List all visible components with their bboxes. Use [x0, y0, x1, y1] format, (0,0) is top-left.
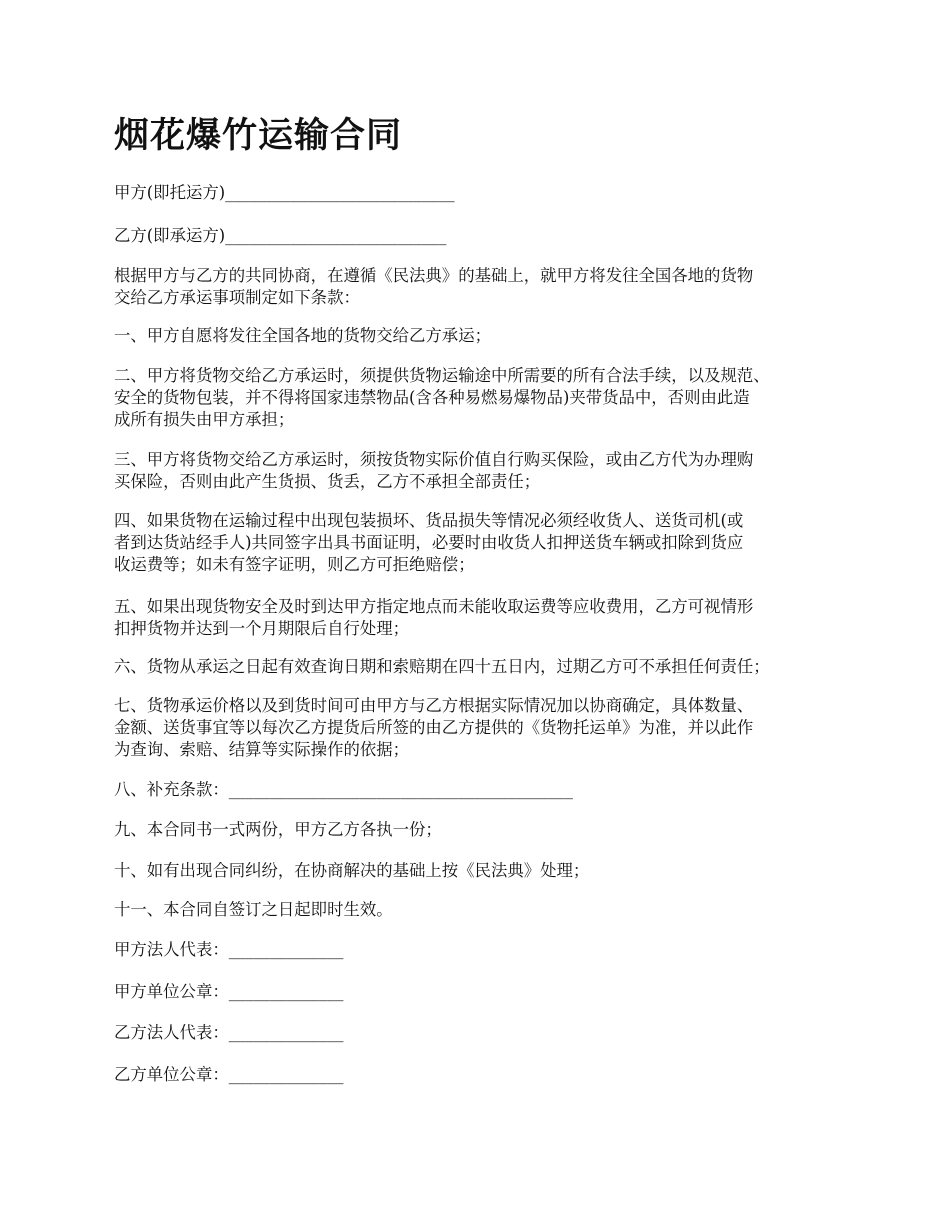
clause-4-line-1: 四、如果货物在运输过程中出现包装损坏、货品损失等情况必须经收货人、送货司机(或 [114, 511, 744, 530]
clause-2-line-3: 成所有损失由甲方承担； [114, 410, 295, 429]
preamble-line-1: 根据甲方与乙方的共同协商，在遵循《民法典》的基础上，就甲方将发往全国各地的货物 [114, 266, 754, 285]
clause-7 [114, 695, 854, 761]
clause-2 [114, 365, 854, 431]
clause-2-line-1: 二、甲方将货物交给乙方承运时，须提供货物运输途中所需要的所有合法手续，以及规范、 [114, 366, 770, 385]
clause-3-line-2: 买保险，否则由此产生货损、货丢，乙方不承担全部责任； [114, 472, 541, 491]
clause-3 [114, 449, 854, 493]
clause-6-line-1: 六、货物从承运之日起有效查询日期和索赔期在四十五日内，过期乙方可不承担任何责任； [114, 657, 770, 676]
clause-4 [114, 510, 854, 576]
clause-11: 十一、本合同自签订之日起即时生效。 [114, 900, 393, 919]
clause-1-line-1: 一、甲方自愿将发往全国各地的货物交给乙方承运； [114, 326, 491, 345]
document-title: 烟花爆竹运输合同 [114, 115, 403, 156]
clause-7-line-3: 为查询、索赔、结算等实际操作的依据； [114, 740, 410, 759]
party-b-line: 乙方(即承运方)___________________________ [114, 226, 447, 245]
clause-5-line-1: 五、如果出现货物安全及时到达甲方指定地点而未能收取运费等应收费用，乙方可视情形 [114, 597, 754, 616]
signature-party-b-seal: 乙方单位公章：______________ [114, 1065, 344, 1084]
signature-party-a-representative: 甲方法人代表：______________ [114, 940, 344, 959]
preamble-paragraph [114, 265, 854, 309]
clause-9: 九、本合同书一式两份，甲方乙方各执一份； [114, 820, 442, 839]
signature-party-b-representative: 乙方法人代表：______________ [114, 1023, 344, 1042]
clause-8: 八、补充条款：__________________________________________ [114, 780, 573, 799]
clause-3-line-1: 三、甲方将货物交给乙方承运时，须按货物实际价值自行购买保险，或由乙方代为办理购 [114, 450, 754, 469]
clause-4-line-2: 者到达货站经手人)共同签字出具书面证明，必要时由收货人扣押送货车辆或扣除到货应 [114, 533, 744, 552]
clause-10: 十、如有出现合同纠纷，在协商解决的基础上按《民法典》处理； [114, 861, 590, 880]
clause-4-line-3: 收运费等；如未有签字证明，则乙方可拒绝赔偿； [114, 555, 475, 574]
party-a-line: 甲方(即托运方)____________________________ [114, 183, 455, 202]
signature-party-a-seal: 甲方单位公章：______________ [114, 982, 344, 1001]
preamble-line-2: 交给乙方承运事项制定如下条款： [114, 288, 360, 307]
clause-2-line-2: 安全的货物包装，并不得将国家违禁物品(含各种易燃易爆物品)夹带货品中，否则由此造 [114, 388, 750, 407]
clause-6 [114, 656, 854, 678]
clause-5-line-2: 扣押货物并达到一个月期限后自行处理； [114, 619, 410, 638]
clause-7-line-2: 金额、送货事宜等以每次乙方提货后所签的由乙方提供的《货物托运单》为准，并以此作 [114, 718, 754, 737]
clause-1 [114, 325, 854, 347]
clause-7-line-1: 七、货物承运价格以及到货时间可由甲方与乙方根据实际情况加以协商确定，具体数量、 [114, 696, 754, 715]
clause-5 [114, 596, 854, 640]
